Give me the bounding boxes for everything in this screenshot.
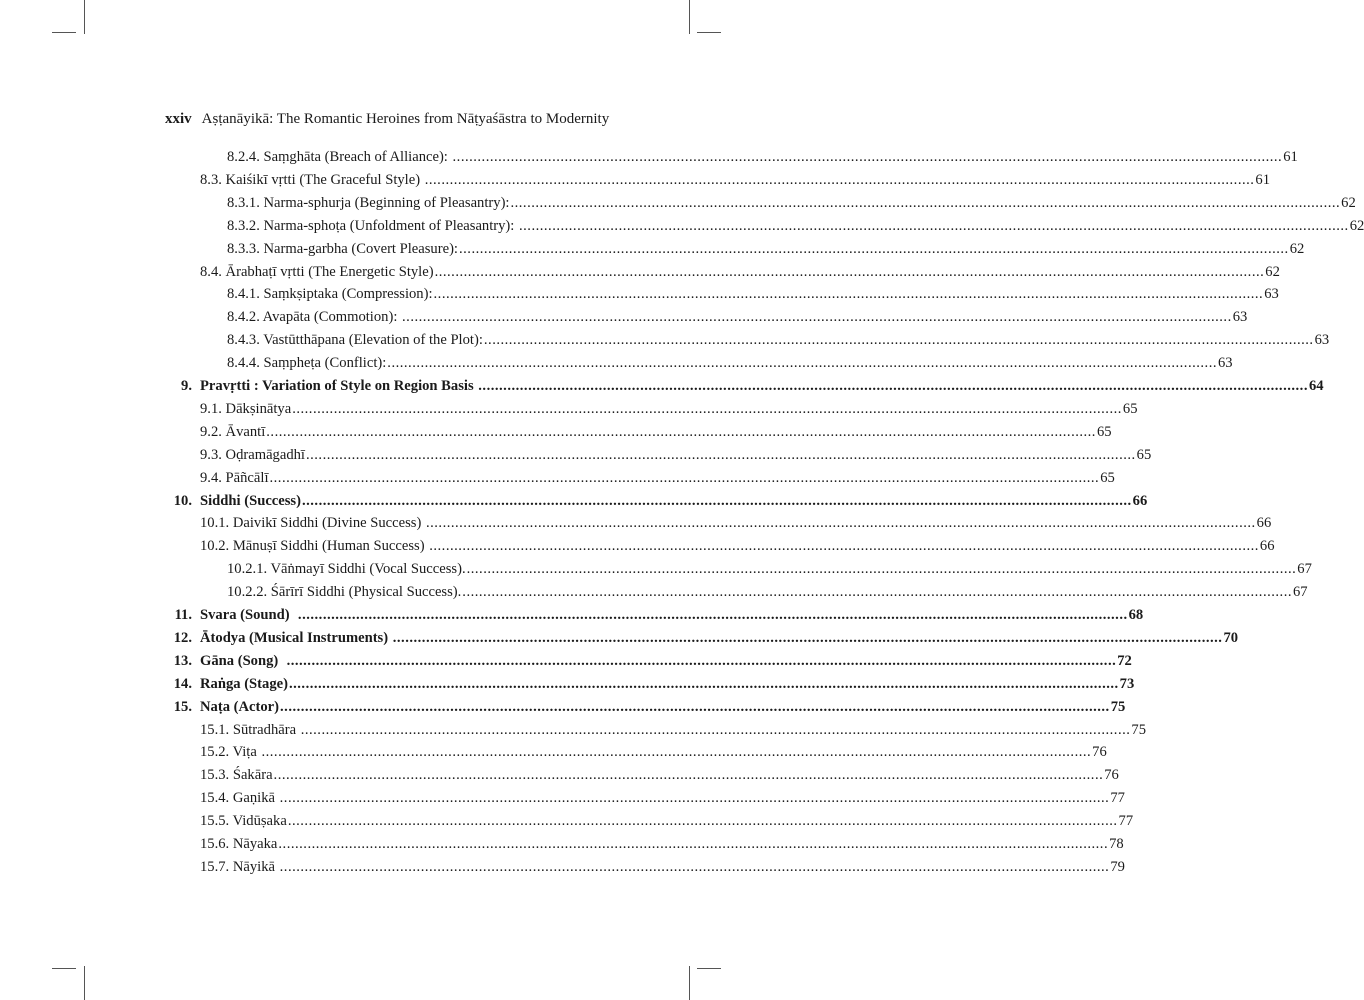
toc-entry-label: 8.4. Ārabhaṭī vṛtti (The Energetic Style) — [200, 263, 434, 280]
toc-entry — [173, 673, 1135, 695]
toc-dot-leader: ........................................................................................................................................................................................................ — [288, 675, 1119, 692]
toc-entry-label: 8.4.1. Saṃkṣiptaka (Compression): — [227, 286, 433, 303]
header-page-number: xxiv — [165, 111, 192, 127]
toc-entry — [200, 535, 1275, 557]
toc-dot-leader: ........................................................................................................................................................................................................ — [297, 607, 1128, 623]
toc-entry — [227, 283, 1279, 305]
toc-entry-label: Raṅga (Stage) — [200, 675, 288, 692]
toc-page-number: 78 — [1109, 836, 1124, 852]
toc-page-number: 68 — [1128, 607, 1144, 623]
toc-page-number: 63 — [1314, 332, 1330, 349]
toc-entry — [200, 421, 1112, 443]
toc-page-number: 65 — [1096, 423, 1112, 440]
toc-page-number: 62 — [1265, 263, 1280, 280]
toc-page-number: 63 — [1264, 286, 1279, 303]
header-title: Aṣṭanāyikā: The Romantic Heroines from Nāṭyaśāstra to Modernity — [201, 111, 610, 127]
toc-dot-leader: ........................................................................................................................................................................................................ — [301, 492, 1132, 509]
toc-entry — [200, 444, 1152, 466]
toc-page-number: 77 — [1118, 813, 1134, 830]
toc-entry-label: 15.7. Nāyikā — [200, 858, 279, 875]
toc-entry-label: Naṭa (Actor) — [200, 698, 280, 715]
toc-entry — [173, 490, 1148, 512]
toc-entry-label: 9.4. Pāñcālī — [200, 469, 269, 486]
toc-entry — [200, 467, 1115, 489]
toc-dot-leader: ........................................................................................................................................................................................................ — [462, 584, 1292, 601]
toc-entry-label: Ātodya (Musical Instruments) — [200, 629, 392, 646]
toc-dot-leader: ........................................................................................................................................................................................................ — [483, 332, 1314, 349]
toc-page-number: 76 — [1092, 744, 1107, 761]
toc-entry-number: 13. — [173, 652, 192, 669]
toc-page-number: 76 — [1104, 767, 1119, 784]
toc-dot-leader: ........................................................................................................................................................................................................ — [292, 400, 1122, 417]
toc-entry-label: 9.1. Dākṣinātya — [200, 400, 292, 417]
toc-entry — [200, 398, 1138, 420]
toc-page-number: 75 — [1110, 698, 1126, 715]
crop-mark — [52, 32, 76, 33]
toc-entry-number: 9. — [181, 378, 192, 394]
toc-dot-leader: ........................................................................................................................................................................................................ — [402, 309, 1232, 326]
toc-dot-leader: ........................................................................................................................................................................................................ — [266, 423, 1096, 440]
toc-entry-label: 9.2. Āvantī — [200, 423, 266, 440]
toc-page-number: 66 — [1256, 515, 1272, 532]
toc-entry — [227, 238, 1305, 260]
toc-dot-leader: ........................................................................................................................................................................................................ — [278, 836, 1109, 852]
toc-entry — [173, 627, 1239, 649]
toc-dot-leader: ........................................................................................................................................................................................................ — [424, 171, 1255, 188]
toc-dot-leader: ........................................................................................................................................................................................................ — [286, 652, 1117, 669]
toc-entry — [227, 558, 1312, 580]
toc-dot-leader: ........................................................................................................................................................................................................ — [434, 263, 1265, 280]
toc-dot-leader: ........................................................................................................................................................................................................ — [269, 469, 1100, 486]
toc-page-number: 64 — [1308, 378, 1324, 394]
toc-entry — [200, 810, 1134, 832]
toc-dot-leader: ........................................................................................................................................................................................................ — [425, 515, 1256, 532]
toc-dot-leader: ........................................................................................................................................................................................................ — [279, 790, 1110, 807]
toc-dot-leader: ........................................................................................................................................................................................................ — [429, 538, 1259, 555]
toc-dot-leader: ........................................................................................................................................................................................................ — [280, 698, 1110, 715]
toc-entry-label: 10.2.2. Śārīrī Siddhi (Physical Success). — [227, 584, 462, 601]
toc-entry — [200, 856, 1125, 878]
toc-entry-label: 10.2.1. Vāṅmayī Siddhi (Vocal Success). — [227, 561, 466, 578]
toc-page-number: 73 — [1119, 675, 1135, 692]
toc-entry-label: 8.3.2. Narma-sphoṭa (Unfoldment of Pleasantry): — [227, 217, 518, 234]
crop-mark — [697, 32, 721, 33]
crop-mark — [689, 966, 690, 1000]
toc-entry — [227, 192, 1356, 214]
toc-page-number: 65 — [1136, 446, 1152, 463]
toc-dot-leader: ........................................................................................................................................................................................................ — [459, 240, 1289, 257]
toc-entry — [200, 787, 1125, 809]
crop-mark — [697, 968, 721, 969]
toc-dot-leader: ........................................................................................................................................................................................................ — [452, 149, 1283, 165]
toc-page-number: 67 — [1292, 584, 1308, 601]
toc-entry-number: 14. — [173, 675, 192, 692]
crop-mark — [52, 968, 76, 969]
toc-dot-leader: ........................................................................................................................................................................................................ — [261, 744, 1092, 761]
toc-entry-label: Pravṛtti : Variation of Style on Region Basis — [200, 378, 478, 394]
toc-dot-leader: ........................................................................................................................................................................................................ — [478, 378, 1308, 394]
toc-entry-label: 8.2.4. Saṃghāta (Breach of Alliance): — [227, 149, 452, 165]
toc-entry — [227, 146, 1298, 168]
toc-entry — [227, 306, 1248, 328]
toc-page-number: 65 — [1100, 469, 1115, 486]
toc-entry — [200, 764, 1119, 786]
toc-entry-label: 15.3. Śakāra — [200, 767, 273, 784]
toc-entry-label: 15.5. Vidūṣaka — [200, 813, 287, 830]
toc-entry — [200, 512, 1272, 534]
toc-entry-label: 15.2. Viṭa — [200, 744, 261, 761]
toc-dot-leader: ........................................................................................................................................................................................................ — [387, 355, 1217, 372]
toc-page-number: 65 — [1122, 400, 1138, 417]
toc-dot-leader: ........................................................................................................................................................................................................ — [305, 446, 1136, 463]
toc-entry-number: 15. — [173, 698, 192, 715]
toc-entry-label: 8.3.1. Narma-sphurja (Beginning of Pleasantry): — [227, 194, 510, 211]
toc-dot-leader: ........................................................................................................................................................................................................ — [519, 217, 1349, 234]
toc-page-number: 66 — [1259, 538, 1275, 555]
toc-dot-leader: ........................................................................................................................................................................................................ — [510, 194, 1341, 211]
toc-entry-label: 8.4.2. Avapāta (Commotion): — [227, 309, 402, 326]
toc-dot-leader: ........................................................................................................................................................................................................ — [287, 813, 1118, 830]
toc-page-number: 72 — [1117, 652, 1132, 669]
toc-entry — [200, 833, 1124, 855]
toc-entry-label: 9.3. Oḍramāgadhī — [200, 446, 305, 463]
toc-entry-number: 12. — [173, 629, 192, 646]
toc-entry — [173, 696, 1126, 718]
toc-entry-number: 11. — [174, 607, 192, 623]
toc-page-number: 62 — [1289, 240, 1305, 257]
toc-dot-leader: ........................................................................................................................................................................................................ — [392, 629, 1223, 646]
toc-entry — [173, 650, 1132, 672]
crop-mark — [84, 0, 85, 34]
toc-entry-label: 15.1. Sūtradhāra — [200, 721, 300, 738]
toc-entry-label: Siddhi (Success) — [200, 492, 301, 509]
toc-dot-leader: ........................................................................................................................................................................................................ — [300, 721, 1131, 738]
toc-entry — [200, 169, 1270, 191]
toc-page-number: 66 — [1132, 492, 1148, 509]
toc-entry-label: 10.2. Mānuṣī Siddhi (Human Success) — [200, 538, 429, 555]
toc-entry-label: 8.3. Kaiśikī vṛtti (The Graceful Style) — [200, 171, 424, 188]
crop-mark — [84, 966, 85, 1000]
toc-page-number: 75 — [1131, 721, 1146, 738]
running-header — [165, 111, 610, 128]
toc-page-number: 61 — [1255, 171, 1270, 188]
toc-entry-label: 8.4.4. Saṃpheṭa (Conflict): — [227, 355, 387, 372]
toc-entry — [227, 581, 1308, 603]
toc-dot-leader: ........................................................................................................................................................................................................ — [433, 286, 1264, 303]
toc-entry-label: 10.1. Daivikī Siddhi (Divine Success) — [200, 515, 425, 532]
toc-dot-leader: ........................................................................................................................................................................................................ — [466, 561, 1297, 578]
toc-page-number: 67 — [1297, 561, 1312, 578]
toc-page-number: 61 — [1283, 149, 1298, 165]
toc-entry — [200, 741, 1107, 763]
toc-entry — [174, 604, 1144, 626]
toc-entry — [181, 375, 1324, 397]
toc-entry-label: 8.4.3. Vastūtthāpana (Elevation of the Plot): — [227, 332, 483, 349]
toc-entry — [200, 719, 1146, 741]
toc-page-number: 77 — [1110, 790, 1125, 807]
toc-page-number: 62 — [1341, 194, 1356, 211]
toc-entry-number: 10. — [173, 492, 192, 509]
toc-page-number: 63 — [1232, 309, 1248, 326]
toc-entry-label: 15.6. Nāyaka — [200, 836, 278, 852]
toc-dot-leader: ........................................................................................................................................................................................................ — [279, 858, 1110, 875]
toc-entry-label: 15.4. Gaṇikā — [200, 790, 279, 807]
toc-page-number: 62 — [1349, 217, 1364, 234]
toc-page-number: 70 — [1223, 629, 1239, 646]
toc-entry-label: Gāna (Song) — [200, 652, 286, 669]
toc-entry — [227, 215, 1364, 237]
toc-entry — [200, 261, 1280, 283]
toc-dot-leader: ........................................................................................................................................................................................................ — [273, 767, 1104, 784]
crop-mark — [689, 0, 690, 34]
toc-page-number: 79 — [1110, 858, 1125, 875]
toc-entry-label: 8.3.3. Narma-garbha (Covert Pleasure): — [227, 240, 458, 257]
toc-entry — [227, 352, 1233, 374]
toc-page-number: 63 — [1217, 355, 1233, 372]
toc-entry — [227, 329, 1330, 351]
toc-entry-label: Svara (Sound) — [200, 607, 297, 623]
